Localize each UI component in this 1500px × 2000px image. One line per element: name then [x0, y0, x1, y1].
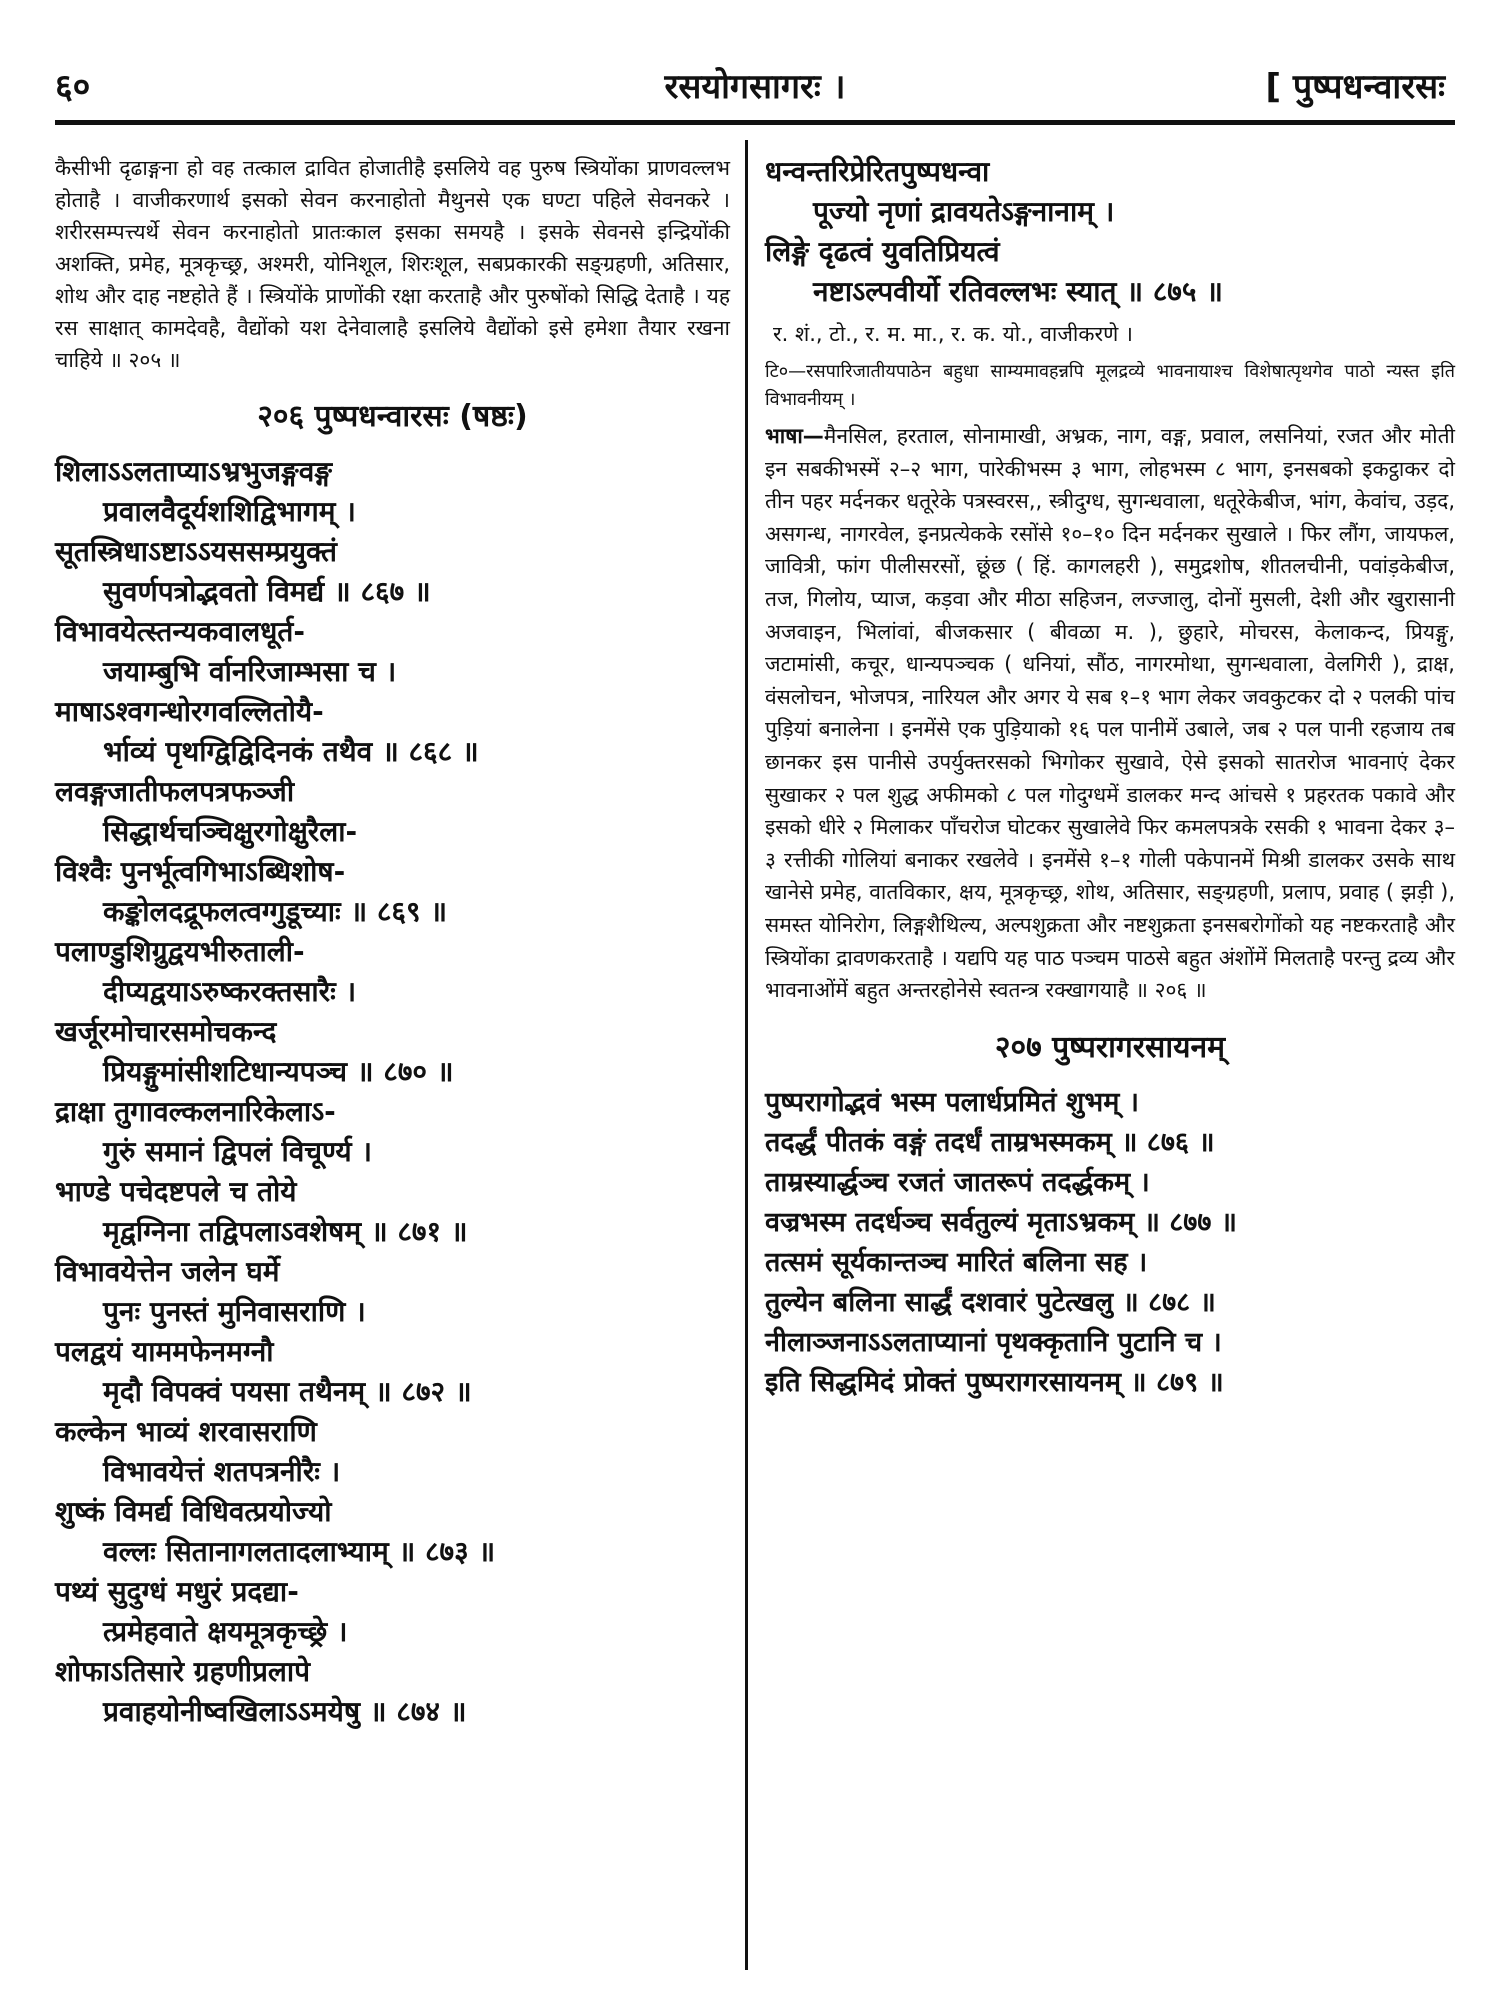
verse-line: तुल्येन बलिना सार्द्धं दशवारं पुटेत्खलु ॥ ८७८ ॥: [765, 1286, 1216, 1318]
verse-line: भाण्डे पचेदष्टपले च तोये: [55, 1175, 297, 1208]
verse-line: माषाऽश्वगन्धोरगवल्लितोयै-: [55, 695, 324, 728]
verse-line: विभावयेत्स्तन्यकवालधूर्त-: [55, 615, 305, 648]
verse-line: सूतस्त्रिधाऽष्टाऽऽयससम्प्रयुक्तं: [55, 535, 337, 568]
verse-line: नीलाञ्जनाऽऽलताप्यानां पृथक्कृतानि पुटानि च ।: [765, 1326, 1222, 1358]
verse-line: प्रवालवैदूर्यशशिद्विभागम् ।: [103, 495, 356, 528]
verse-line: पलद्वयं याममफेनमग्नौ: [55, 1335, 274, 1368]
verse-line: मृदौ विपक्वं पयसा तथैनम् ॥ ८७२ ॥: [103, 1375, 472, 1408]
verse-line: विभावयेत्तं शतपत्रनीरैः ।: [103, 1455, 341, 1488]
verse-line: पुष्परागोद्भवं भस्म पलार्धप्रमितं शुभम् ।: [765, 1086, 1139, 1118]
verse-line: खर्जूरमोचारसमोचकन्द: [55, 1015, 277, 1048]
bhasha-label: भाषा—: [765, 424, 824, 448]
left-prose: कैसीभी दृढाङ्गना हो वह तत्काल द्रावित होजातीहै इसलिये वह पुरुष स्त्रियोंका प्राणवल्लभ होताहै । वाजीकरणार्थ इसको सेवन करनाहोतो मैथुनसे एक घण्टा पहिले सेवनकरे । शरीरसम्पत्त्यर्थे सेवन करनाहोतो प्रातःकाल इसका समयहै । इसके सेवनसे इन्द्रियोंकी अशक्ति, प्रमेह, मूत्रकृच्छ्र, अश्मरी, योनिशूल, शिरःशूल, सबप्रकारकी सङ्ग्रहणी, अतिसार, शोथ और दाह नष्टहोते हैं । स्त्रियोंके प्राणोंकी रक्षा करताहै और पुरुषोंको सिद्धि देताहै । यह रस साक्षात् कामदेवहै, वैद्योंको यश देनेवालाहै इसलिये वैद्योंको इसे हमेशा तैयार रखना चाहिये ॥ २०५ ॥: [55, 156, 730, 372]
page-number: ६०: [55, 67, 91, 107]
running-title: रसयोगसागरः ।: [664, 67, 846, 107]
editor-note: टि०—रसपारिजातीयपाठेन बहुधा साम्यमावहन्नपि मूलद्रव्ये भावनायाश्च विशेषात्पृथगेव पाठो न्यस्त इति विभावनीयम् ।: [765, 361, 1455, 410]
verse-line: इति सिद्धमिदं प्रोक्तं पुष्परागरसायनम् ॥ ८७९ ॥: [765, 1366, 1224, 1398]
wavy-rule-graphic: [55, 135, 1455, 136]
verse-line: मृद्वग्निना तद्विपलाऽवशेषम् ॥ ८७१ ॥: [103, 1215, 468, 1248]
verse-block-right-bottom: [765, 1083, 1455, 1403]
section-heading-206: २०६ पुष्पधन्वारसः (षष्ठः): [257, 399, 528, 434]
verse-line: विभावयेत्तेन जलेन घर्मे: [55, 1255, 280, 1288]
verse-line: र्भाव्यं पृथग्द्विद्विदिनकं तथैव ॥ ८६८ ॥: [103, 735, 479, 768]
section-title: [ पुष्पधन्वारसः: [1265, 67, 1445, 107]
verse-line: जयाम्बुभि र्वानरिजाम्भसा च ।: [103, 655, 397, 688]
verse-line: शुष्कं विमर्द्य विधिवत्प्रयोज्यो: [55, 1495, 332, 1528]
right-column: [765, 152, 1455, 1403]
verse-block-left: [55, 452, 730, 1732]
verse-line: प्रियङ्गुमांसीशटिधान्यपञ्च ॥ ८७० ॥: [103, 1055, 454, 1088]
verse-line: शोफाऽतिसारे ग्रहणीप्रलापे: [55, 1655, 311, 1688]
verse-line: गुरुं समानं द्विपलं विचूर्ण्य ।: [103, 1135, 372, 1168]
source-references: र. शं., टो., र. म. मा., र. क. यो., वाजीकरणे ।: [773, 322, 1133, 346]
verse-line: शिलाऽऽलताप्याऽभ्रभुजङ्गवङ्ग: [55, 455, 333, 488]
verse-line: वल्लः सितानागलतादलाभ्याम् ॥ ८७३ ॥: [103, 1535, 496, 1568]
verse-line: दीप्यद्वयाऽरुष्करक्तसारैः ।: [103, 975, 357, 1008]
column-divider: [745, 140, 748, 1970]
verse-line: द्राक्षा तुगावल्कलनारिकेलाऽ-: [55, 1095, 336, 1128]
section-heading-207: २०७ पुष्परागरसायनम्: [994, 1029, 1226, 1065]
verse-line: सिद्धार्थचञ्चिक्षुरगोक्षुरैला-: [103, 815, 358, 848]
page-header: [55, 62, 1455, 112]
header-rule: [55, 120, 1455, 125]
verse-line: धन्वन्तरिप्रेरितपुष्पधन्वा: [765, 155, 990, 188]
verse-line: तत्समं सूर्यकान्तञ्च मारितं बलिना सह ।: [765, 1246, 1148, 1278]
verse-line: लवङ्गजातीफलपत्रफञ्जी: [55, 775, 295, 808]
verse-line: कल्केन भाव्यं शरवासराणि: [55, 1415, 317, 1448]
bhasha-text: मैनसिल, हरताल, सोनामाखी, अभ्रक, नाग, वङ्ग, प्रवाल, लसनियां, रजत और मोती इन सबकीभस्में २–२ भाग, पारेकीभस्म ३ भाग, लोहभस्म ८ भाग, इनसबको इकट्ठाकर दो तीन पहर मर्दनकर धतूरेके पत्रस्वरस,, स्त्रीदुग्ध, सुगन्धवाला, धतूरेकेबीज, भांग, केवांच, उड़द, असगन्ध, नागरवेल, इनप्रत्येकके रसोंसे १०–१० दिन मर्दनकर सुखाले । फिर लौंग, जायफल, जावित्री, फांग पीलीसरसों, छूंछ ( हिं. कागलहरी ), समुद्रशोष, शीतलचीनी, पवांड़केबीज, तज, गिलोय, प्याज, कड़वा और मीठा सहिजन, लज्जालु, दोनों मुसली, देशी और खुरासानी अजवाइन, भिलांवां, बीजकसार ( बीवळा म. ), छुहारे, मोचरस, केलाकन्द, प्रियङ्गु, जटामांसी, कचूर, धान्यपञ्चक ( धनियां, सौंठ, नागरमोथा, सुगन्धवाला, वेलगिरी ), द्राक्ष, वंसलोचन, भोजपत्र, नारियल और अगर ये सब १–१ भाग लेकर जवकुटकर दो २ पलकी पांच पुड़ियां बनालेना । इनमेंसे एक पुड़ियाको १६ पल पानीमें उबाले, जब २ पल पानी रहजाय तब छानकर इस पानीसे उपर्युक्तरसको भिगोकर सुखावे, ऐसे इसको सातरोज भावनाएं देकर सुखाकर २ पल शुद्ध अफीमको ८ पल गोदुग्धमें डालकर मन्द आंचसे १ प्रहरतक पकावे और इसको धीरे २ मिलाकर पाँचरोज घोटकर सुखालेवे फिर कमलपत्रके रसकी १ भावना देकर ३–३ रत्तीकी गोलियां बनाकर रखलेवे । इनमेंसे १–१ गोली पकेपानमें मिश्री डालकर उसके साथ खानेसे प्रमेह, वातविकार, क्षय, मूत्रकृच्छ्र, शोथ, अतिसार, सङ्ग्रहणी, प्रलाप, प्रवाह ( झड़ी ), समस्त योनिरोग, लिङ्गशैथिल्य, अल्पशुक्रता और नष्टशुक्रता इनसबरोगोंको यह नष्टकरताहै और स्त्रियोंका द्रावणकरताहै । यद्यपि यह पाठ पञ्चम पाठसे बहुत अंशोंमें मिलताहै परन्तु द्रव्य और भावनाओंमें बहुत अन्तरहोनेसे स्वतन्त्र रक्खागयाहै ॥ २०६ ॥: [765, 424, 1455, 1003]
verse-line: पुनः पुनस्तं मुनिवासराणि ।: [103, 1295, 366, 1328]
verse-line: नष्टाऽल्पवीर्यो रतिवल्लभः स्यात् ॥ ८७५ ॥: [813, 275, 1223, 308]
verse-line: सुवर्णपत्रोद्भवतो विमर्द्य ॥ ८६७ ॥: [103, 575, 431, 608]
verse-line: लिङ्गे दृढत्वं युवतिप्रियत्वं: [765, 235, 1000, 268]
verse-line: पूज्यो नृणां द्रावयतेऽङ्गनानाम् ।: [813, 195, 1115, 228]
verse-line: पलाण्डुशिग्रुद्वयभीरुताली-: [55, 935, 305, 968]
verse-line: वज्रभस्म तदर्धञ्च सर्वतुल्यं मृताऽभ्रकम् ॥ ८७७ ॥: [765, 1206, 1237, 1238]
verse-line: कङ्कोलदद्रूफलत्वग्गुडूच्याः ॥ ८६९ ॥: [103, 895, 448, 928]
verse-line: विश्वैः पुनर्भूत्वगिभाऽब्धिशोष-: [55, 855, 346, 888]
bhasha-commentary: [765, 420, 1455, 1007]
verse-line: ताम्रस्यार्द्धञ्च रजतं जातरूपं तदर्द्धकम् ।: [765, 1166, 1150, 1198]
left-column: [55, 152, 730, 1732]
verse-line: त्प्रमेहवाते क्षयमूत्रकृच्छ्रे ।: [103, 1615, 348, 1648]
verse-line: प्रवाहयोनीष्वखिलाऽऽमयेषु ॥ ८७४ ॥: [103, 1695, 467, 1728]
wavy-rule: [55, 128, 1455, 136]
verse-line: तदर्द्धं पीतकं वङ्गं तदर्धं ताम्रभस्मकम् ॥ ८७६ ॥: [765, 1126, 1215, 1158]
verse-block-right-top: [765, 152, 1455, 312]
verse-line: पथ्यं सुदुग्धं मधुरं प्रदद्या-: [55, 1575, 299, 1608]
